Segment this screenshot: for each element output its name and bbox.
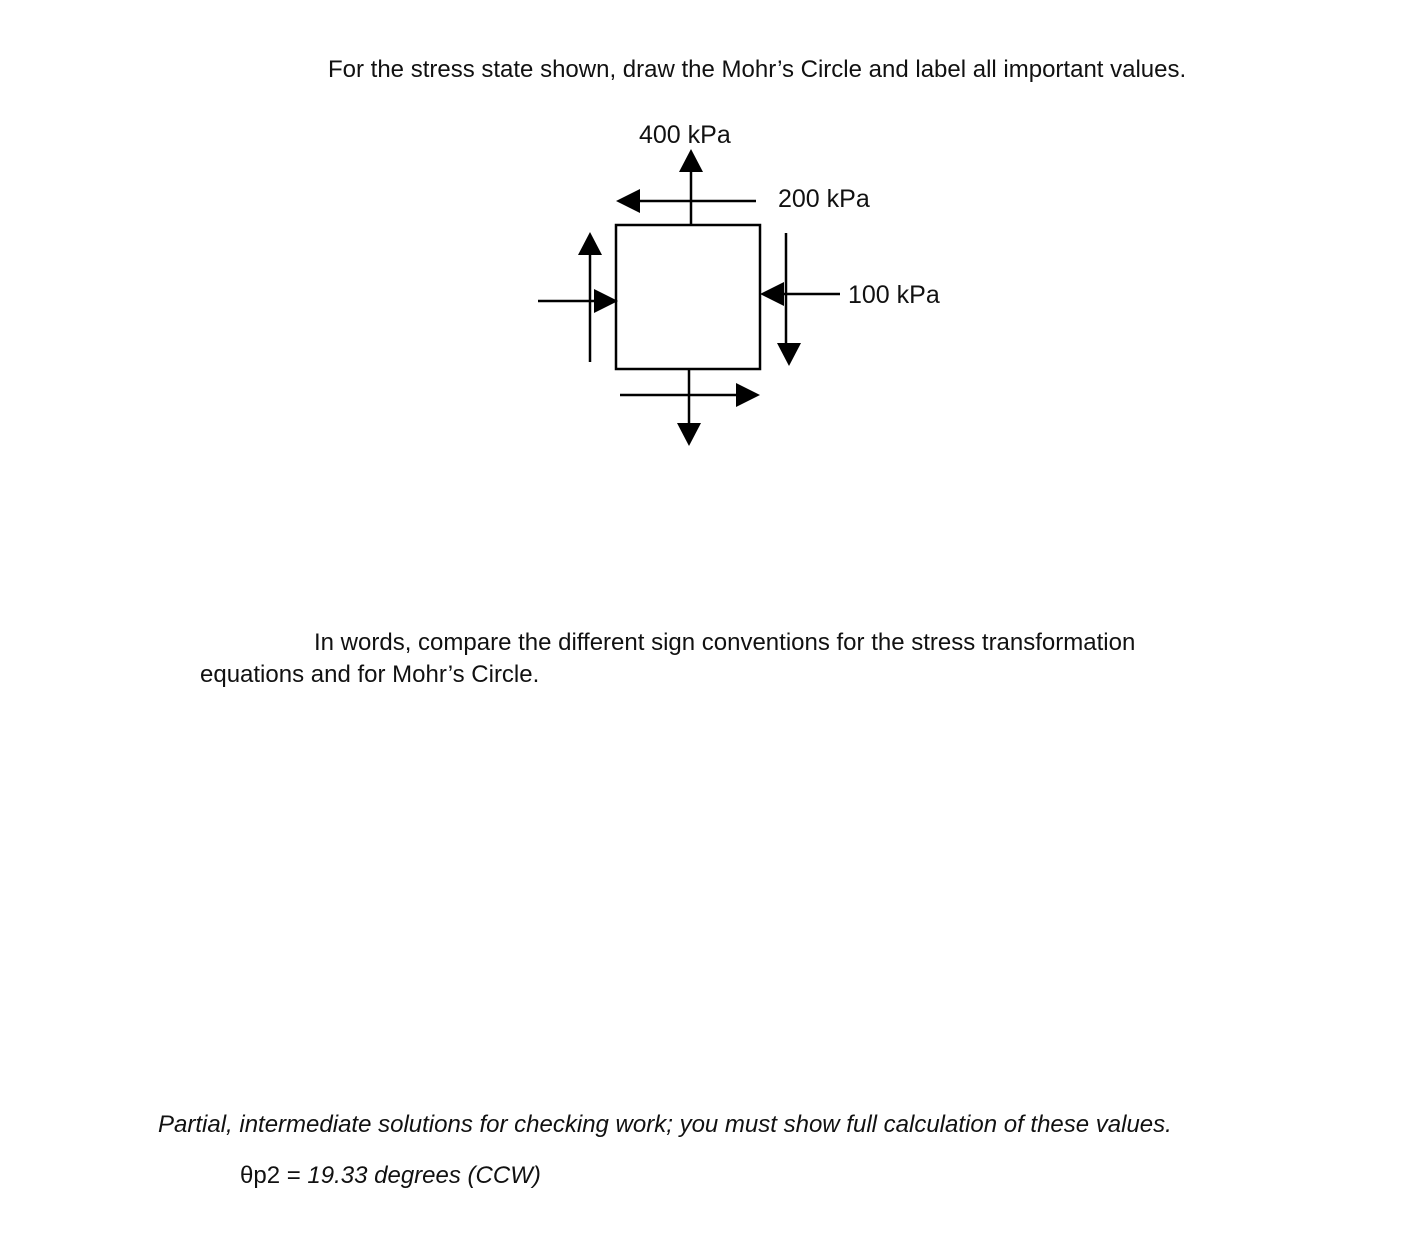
normal-y-arrowhead-top [679,149,703,172]
normal-x-arrowhead-right [760,282,784,306]
shear-arrowhead-right [777,343,801,366]
partial-solutions-note: Partial, intermediate solutions for checking work; you must show full calculation of these values. [158,1111,1172,1138]
stress-element-square [616,225,760,369]
problem-1-prompt: For the stress state shown, draw the Mohr’s Circle and label all important values. [328,56,1187,83]
theta-p2-symbol: θp2 [240,1162,281,1189]
normal-y-stress-label: 400 kPa [639,121,731,149]
theta-p2-solution [240,1162,541,1191]
shear-arrowhead-top [616,189,640,213]
shear-stress-label: 200 kPa [778,185,870,213]
theta-p2-value: 19.33 degrees (CCW) [307,1162,541,1189]
normal-x-arrowhead-left [594,289,618,313]
equals-sign: = [286,1162,301,1189]
shear-arrowhead-left [578,232,602,255]
shear-arrowhead-bottom [736,383,760,407]
normal-y-arrowhead-bottom [677,423,701,446]
problem-2-prompt-line-2: equations and for Mohr’s Circle. [200,661,540,688]
normal-x-stress-label: 100 kPa [848,281,940,309]
problem-2-prompt-line-1: In words, compare the different sign conventions for the stress transformation [314,629,1136,656]
